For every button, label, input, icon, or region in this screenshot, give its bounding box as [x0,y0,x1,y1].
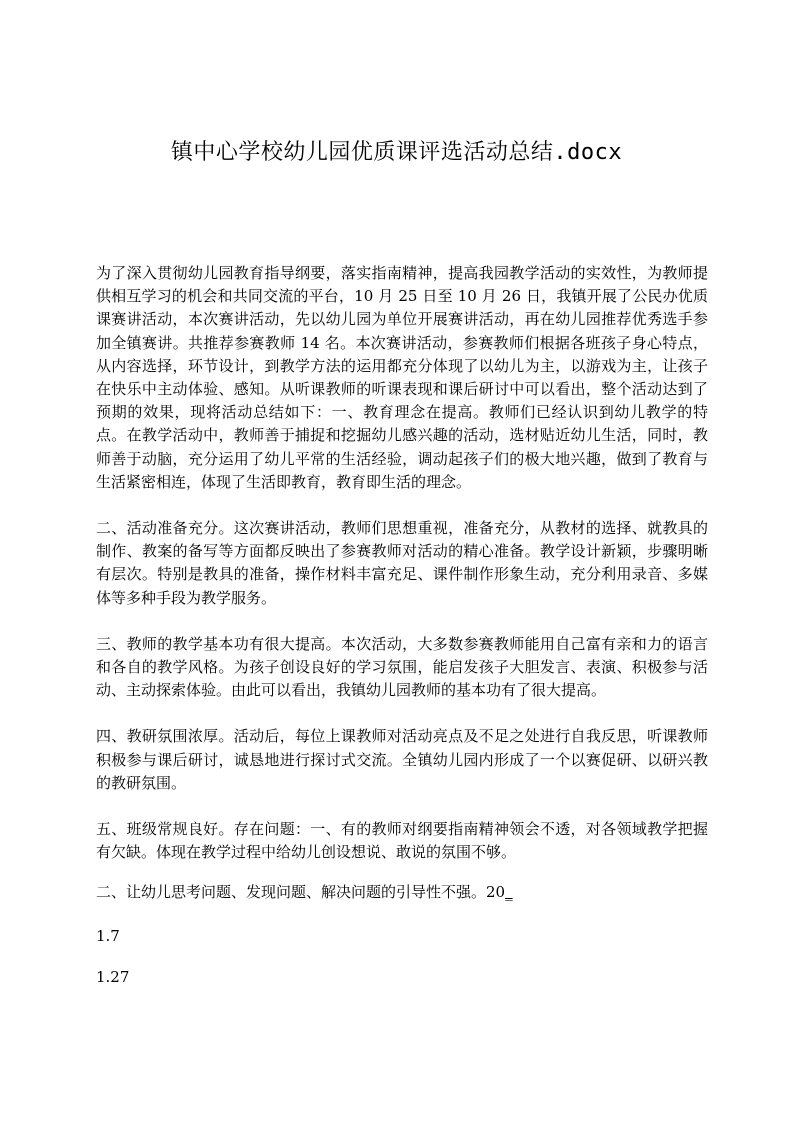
paragraph-guidance-text: 二、让幼儿思考问题、发现问题、解决问题的引导性不强。20 [96,883,506,902]
paragraph-teaching-skills: 三、教师的教学基本功有很大提高。本次活动，大多数参赛教师能用自己富有亲和力的语言和各自的教学风格。为孩子创设良好的学习氛围，能启发孩子大胆发言、表演、积极参与活动、主动探索体验。由此可以看出，我镇幼儿园教师的基本功有了很大提高。 [96,634,708,700]
document-title: 镇中心学校幼儿园优质课评选活动总结.docx [170,140,623,165]
paragraph-preparation: 二、活动准备充分。这次赛讲活动，教师们思想重视，准备充分，从教材的选择、就教具的制作、教案的备写等方面都反映出了参赛教师对活动的精心准备。教学设计新颖，步骤明晰有层次。特别是教具的准备，操作材料丰富充足、课件制作形象生动，充分利用录音、多媒体等多种手段为教学服务。 [96,519,708,607]
paragraph-intro: 为了深入贯彻幼儿园教育指导纲要，落实指南精神，提高我园教学活动的实效性，为教师提供相互学习的机会和共同交流的平台，10 月 25 日至 10 月 26 日，我镇开展了公民办优质课赛讲活动，本次赛讲活动，先以幼儿园为单位开展赛讲活动，再在幼儿园推荐优秀选手参加全镇赛讲。共推荐参赛教师 14 名。本次赛讲活动，参赛教师们根据各班孩子身心特点，从内容选择，环节设计，到教学方法的运用都充分体现了以幼儿为主，以游戏为主，让孩子在快乐中主动体验、感知。从听课教师的听课表现和课后研讨中可以看出，整个活动达到了预期的效果，现将活动总结如下：一、教育理念在提高。教师们已经认识到幼儿教学的特点。在教学活动中，教师善于捕捉和挖掘幼儿感兴趣的活动，选材贴近幼儿生活，同时，教师善于动脑，充分运用了幼儿平常的生活经验，调动起孩子们的极大地兴趣，做到了教育与生活紧密相连，体现了生活即教育，教育即生活的理念。 [96,264,708,491]
number-line-1: 1.7 [96,926,120,945]
paragraph-guidance-tail: _ [505,883,513,902]
paragraph-guidance-issue [96,881,708,904]
paragraph-class-routine: 五、班级常规良好。存在问题：一、有的教师对纲要指南精神领会不透，对各领域教学把握有欠缺。体现在教学过程中给幼儿创设想说、敢说的氛围不够。 [96,820,708,862]
number-line-2: 1.27 [96,967,130,986]
document-body [96,262,708,989]
paragraph-research-atmosphere: 四、教研氛围浓厚。活动后，每位上课教师对活动亮点及不足之处进行自我反思，听课教师积极参与课后研讨，诚恳地进行探讨式交流。全镇幼儿园内形成了一个以赛促研、以研兴教的教研氛围。 [96,727,708,792]
